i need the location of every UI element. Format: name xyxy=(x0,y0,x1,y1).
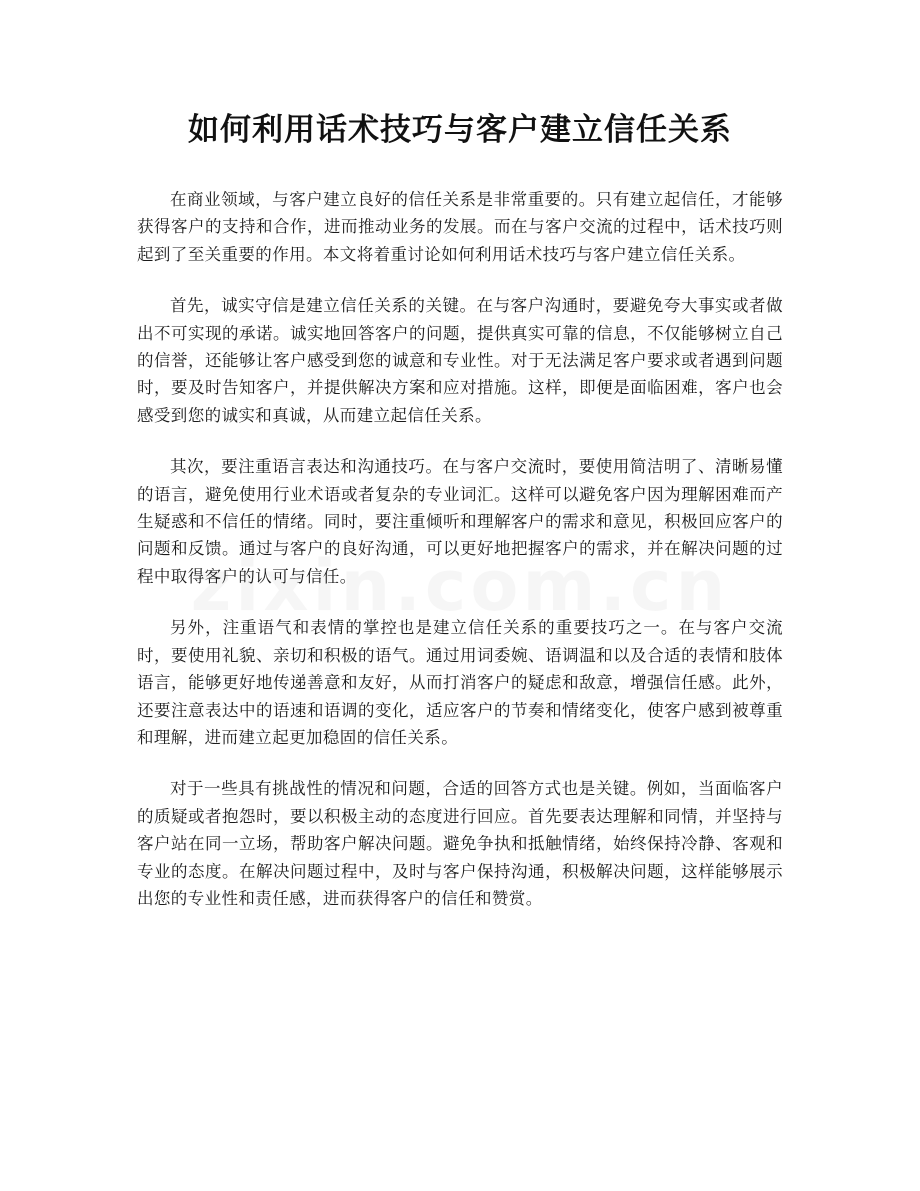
paragraph-challenges: 对于一些具有挑战性的情况和问题，合适的回答方式也是关键。例如，当面临客户的质疑或者抱怨时，要以积极主动的态度进行回应。首先要表达理解和同情，并坚持与客户站在同一立场，帮助客户解决问题。避免争执和抵触情绪，始终保持冷静、客观和专业的态度。在解决问题过程中，及时与客户保持沟通，积极解决问题，这样能够展示出您的专业性和责任感，进而获得客户的信任和赞赏。 xyxy=(137,779,783,908)
paragraph-honesty: 首先，诚实守信是建立信任关系的关键。在与客户沟通时，要避免夸大事实或者做出不可实现的承诺。诚实地回答客户的问题，提供真实可靠的信息，不仅能够树立自己的信誉，还能够让客户感受到您的诚意和专业性。对于无法满足客户要求或者遇到问题时，要及时告知客户，并提供解决方案和应对措施。这样，即便是面临困难，客户也会感受到您的诚实和真诚，从而建立起信任关系。 xyxy=(137,296,783,425)
document-body xyxy=(137,186,783,936)
document-title: 如何利用话术技巧与客户建立信任关系 xyxy=(188,112,732,148)
paragraph-tone: 另外，注重语气和表情的掌控也是建立信任关系的重要技巧之一。在与客户交流时，要使用礼貌、亲切和积极的语气。通过用词委婉、语调温和以及合适的表情和肢体语言，能够更好地传递善意和友好，从而打消客户的疑虑和敌意，增强信任感。此外，还要注意表达中的语速和语调的变化，适应客户的节奏和情绪变化，使客户感到被尊重和理解，进而建立起更加稳固的信任关系。 xyxy=(137,618,783,747)
paragraph-intro: 在商业领域，与客户建立良好的信任关系是非常重要的。只有建立起信任，才能够获得客户的支持和合作，进而推动业务的发展。而在与客户交流的过程中，话术技巧则起到了至关重要的作用。本文将着重讨论如何利用话术技巧与客户建立信任关系。 xyxy=(137,190,783,264)
paragraph-language: 其次，要注重语言表达和沟通技巧。在与客户交流时，要使用简洁明了、清晰易懂的语言，避免使用行业术语或者复杂的专业词汇。这样可以避免客户因为理解困难而产生疑惑和不信任的情绪。同时，要注重倾听和理解客户的需求和意见，积极回应客户的问题和反馈。通过与客户的良好沟通，可以更好地把握客户的需求，并在解决问题的过程中取得客户的认可与信任。 xyxy=(137,457,783,586)
